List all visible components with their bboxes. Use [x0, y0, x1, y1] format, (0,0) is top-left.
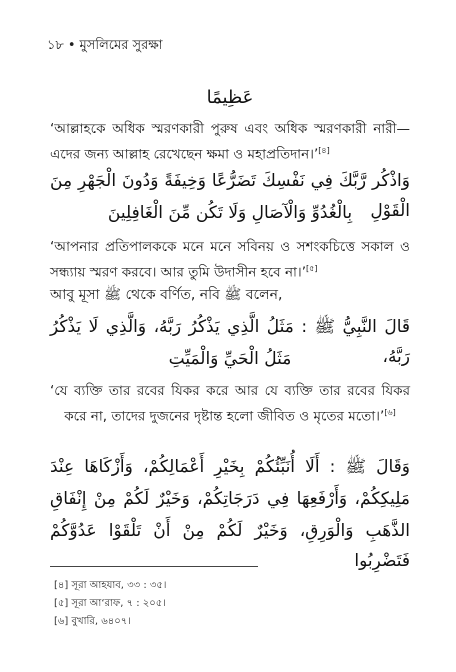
- footnote-6: [৬] বুখারি, ৬৪০৭।: [54, 616, 131, 627]
- translation-text: ‘যে ব্যক্তি তার রবের যিকর করে আর যে ব্যক্তি তার রবের যিকর করে না, তাদের দুজনের দৃষ্টান্ত হলো জীবিত ও মৃতের মতো।’: [50, 383, 410, 425]
- page-number: ১৮: [47, 38, 64, 53]
- footnote-ref: [৫]: [306, 264, 318, 273]
- translation-text: ‘আপনার প্রতিপালককে মনে মনে সবিনয় ও সশংকচিত্তে সকাল ও সন্ধ্যায় স্মরণ করবে। আর তুমি উদাসীন হবে না।’: [50, 239, 410, 281]
- footnote-ref: [৬]: [384, 408, 396, 417]
- hadith-intro: আবু মূসা ﷺ থেকে বর্ণিত, নবি ﷺ বলেন,: [50, 287, 283, 303]
- bengali-translation-2: [50, 236, 410, 284]
- arabic-verse-2-line-2: بِالْغُدُوِّ وَالْآصَالِ وَلَا تَكُن مِّنَ الْغَافِلِينَ: [107, 203, 353, 223]
- arabic-hadith-2-line-2: مَلِيكِكُمْ، وَأَرْفَعِهَا فِي دَرَجَاتِكُمْ، وَخَيْرٌ لَكُمْ مِنْ إِنْفَاقِ: [50, 489, 410, 509]
- arabic-hadith-2-line-1: وَقَالَ ﷺ : أَلَا أُنَبِّئُكُمْ بِخَيْرِ أَعْمَالِكُمْ، وَأَزْكَاهَا عِنْدَ: [50, 457, 410, 477]
- bengali-translation-3: [50, 380, 410, 428]
- header-separator: •: [67, 38, 76, 53]
- arabic-verse-end: عَظِيمًا: [206, 87, 254, 108]
- arabic-hadith-line-1: قَالَ النَّبِيُّ ﷺ : مَثَلُ الَّذِي يَذْكُرُ رَبَّهُ، وَالَّذِي لَا يَذْكُرُ رَبَّهُ،: [50, 317, 410, 367]
- bengali-translation-1: [50, 118, 410, 166]
- arabic-hadith-line-2: مَثَلُ الْحَيِّ وَالْمَيِّتِ: [168, 349, 292, 369]
- footnote-5: [৫] সূরা আ‘রাফ, ৭ : ২০৫।: [54, 598, 166, 609]
- footnote-4: [৪] সূরা আহযাব, ৩৩ : ৩৫।: [54, 580, 167, 591]
- footnote-ref: [৪]: [318, 146, 330, 155]
- arabic-hadith-2-line-3: الذَّهَبِ وَالْوَرِقِ، وَخَيْرٌ لَكُمْ مِنْ أَنْ تَلْقَوْا عَدُوَّكُمْ فَتَضْرِبُوا: [50, 521, 410, 571]
- book-title: মুসলিমের সুরক্ষা: [79, 38, 163, 53]
- running-header: [47, 36, 163, 57]
- arabic-verse-2-line-1: وَاذْكُر رَّبَّكَ فِي نَفْسِكَ تَضَرُّعًا وَخِيفَةً وَدُونَ الْجَهْرِ مِنَ الْقَوْلِ: [50, 171, 410, 221]
- translation-text: ‘আল্লাহকে অধিক স্মরণকারী পুরুষ এবং অধিক স্মরণকারী নারী—এদের জন্য আল্লাহ রেখেছেন ক্ষমা ও মহাপ্রতিদান।’: [50, 121, 410, 163]
- footnote-divider: [50, 566, 258, 567]
